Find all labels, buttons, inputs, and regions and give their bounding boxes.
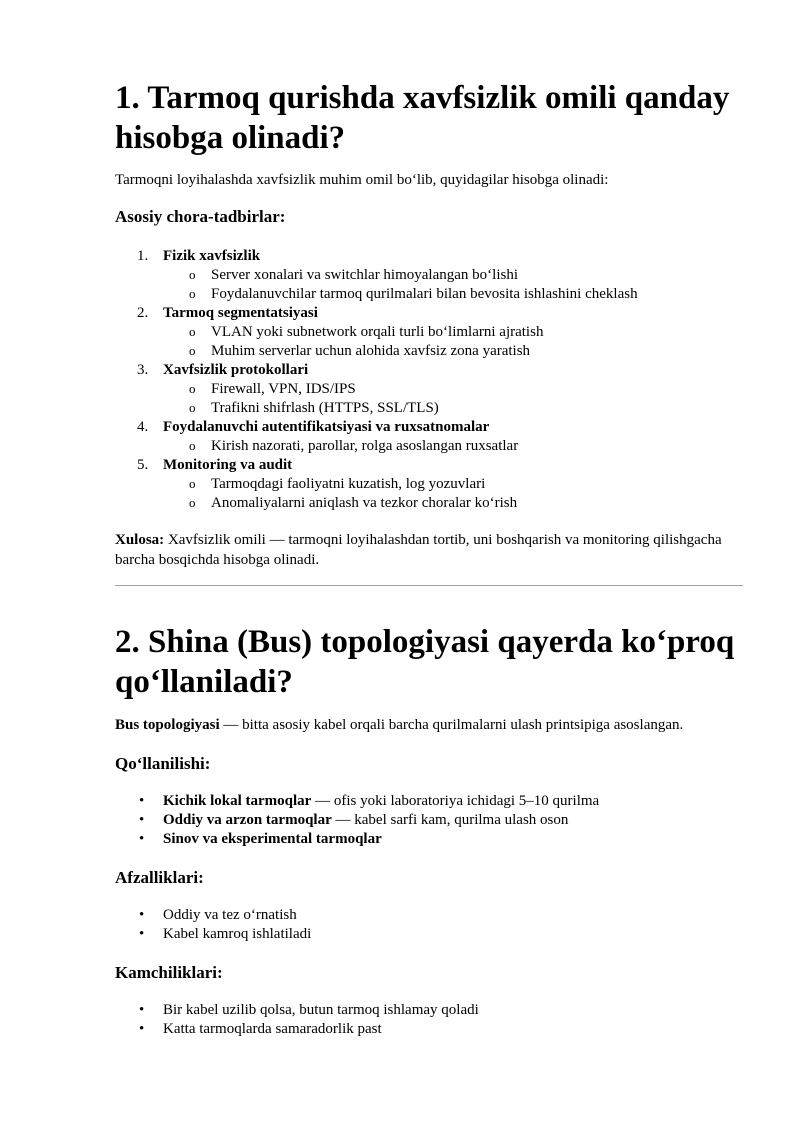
item-label: Monitoring va audit bbox=[163, 457, 293, 473]
list-item: • Katta tarmoqlarda samaradorlik past bbox=[139, 1021, 382, 1037]
usage-heading: Qo‘llanilishi: bbox=[115, 754, 211, 773]
item-number: 1. bbox=[137, 248, 149, 264]
section2-title: 2. Shina (Bus) topologiyasi qayerda ko‘proq qo‘llaniladi? bbox=[115, 624, 735, 700]
sub-item: o Anomaliyalarni aniqlash va tezkor choralar ko‘rish bbox=[189, 495, 518, 511]
section1-conclusion bbox=[115, 530, 745, 570]
advantages-list bbox=[115, 906, 745, 944]
list-item bbox=[115, 418, 745, 456]
sub-item: o Tarmoqdagi faoliyatni kuzatish, log yozuvlari bbox=[189, 476, 486, 492]
list-item: • Kabel kamroq ishlatiladi bbox=[139, 926, 312, 942]
advantages-heading: Afzalliklari: bbox=[115, 868, 204, 887]
item-label: Foydalanuvchi autentifikatsiyasi va ruxsatnomalar bbox=[163, 419, 490, 435]
sub-item: o Firewall, VPN, IDS/IPS bbox=[189, 381, 356, 397]
conclusion-label: Xulosa: bbox=[115, 532, 165, 548]
list-item: • Oddiy va arzon tarmoqlar — kabel sarfi kam, qurilma ulash oson bbox=[139, 812, 569, 828]
list-item: • Bir kabel uzilib qolsa, butun tarmoq ishlamay qoladi bbox=[139, 1002, 479, 1018]
disadvantages-list bbox=[115, 1001, 745, 1039]
item-label: Tarmoq segmentatsiyasi bbox=[163, 305, 318, 321]
item-number: 2. bbox=[137, 305, 149, 321]
section-divider bbox=[115, 585, 743, 586]
disadvantages-heading: Kamchiliklari: bbox=[115, 963, 223, 982]
measures-list bbox=[115, 247, 745, 513]
sub-item: o Muhim serverlar uchun alohida xavfsiz zona yaratish bbox=[189, 343, 531, 359]
sub-item: o Server xonalari va switchlar himoyalangan bo‘lishi bbox=[189, 267, 518, 283]
item-label: Xavfsizlik protokollari bbox=[163, 362, 309, 378]
list-item: • Oddiy va tez o‘rnatish bbox=[139, 907, 297, 923]
section1-subheading: Asosiy chora-tadbirlar: bbox=[115, 207, 286, 226]
item-label: Fizik xavfsizlik bbox=[163, 248, 261, 264]
item-number: 3. bbox=[137, 362, 149, 378]
list-item bbox=[115, 456, 745, 513]
list-item: • Kichik lokal tarmoqlar — ofis yoki laboratoriya ichidagi 5–10 qurilma bbox=[139, 793, 600, 809]
conclusion-text: Xavfsizlik omili — tarmoqni loyihalashdan tortib, uni boshqarish va monitoring qilishgacha barcha bosqichda hisobga olinadi. bbox=[115, 532, 722, 568]
sub-item: o Kirish nazorati, parollar, rolga asoslangan ruxsatlar bbox=[189, 438, 519, 454]
item-number: 5. bbox=[137, 457, 149, 473]
sub-item: o Foydalanuvchilar tarmoq qurilmalari bilan bevosita ishlashini cheklash bbox=[189, 286, 638, 302]
item-number: 4. bbox=[137, 419, 149, 435]
usage-list bbox=[115, 792, 745, 849]
section2-intro bbox=[115, 715, 745, 735]
list-item: • Sinov va eksperimental tarmoqlar bbox=[139, 831, 382, 847]
list-item bbox=[115, 304, 745, 361]
list-item bbox=[115, 247, 745, 304]
section1-intro: Tarmoqni loyihalashda xavfsizlik muhim omil bo‘lib, quyidagilar hisobga olinadi: bbox=[115, 172, 609, 188]
sub-item: o Trafikni shifrlash (HTTPS, SSL/TLS) bbox=[189, 400, 439, 416]
sub-item: o VLAN yoki subnetwork orqali turli bo‘limlarni ajratish bbox=[189, 324, 544, 340]
intro-text: — bitta asosiy kabel orqali barcha qurilmalarni ulash printsipiga asoslangan. bbox=[219, 717, 684, 733]
intro-bold: Bus topologiyasi bbox=[115, 717, 220, 733]
section1-title: 1. Tarmoq qurishda xavfsizlik omili qanday hisobga olinadi? bbox=[115, 80, 730, 156]
list-item bbox=[115, 361, 745, 418]
